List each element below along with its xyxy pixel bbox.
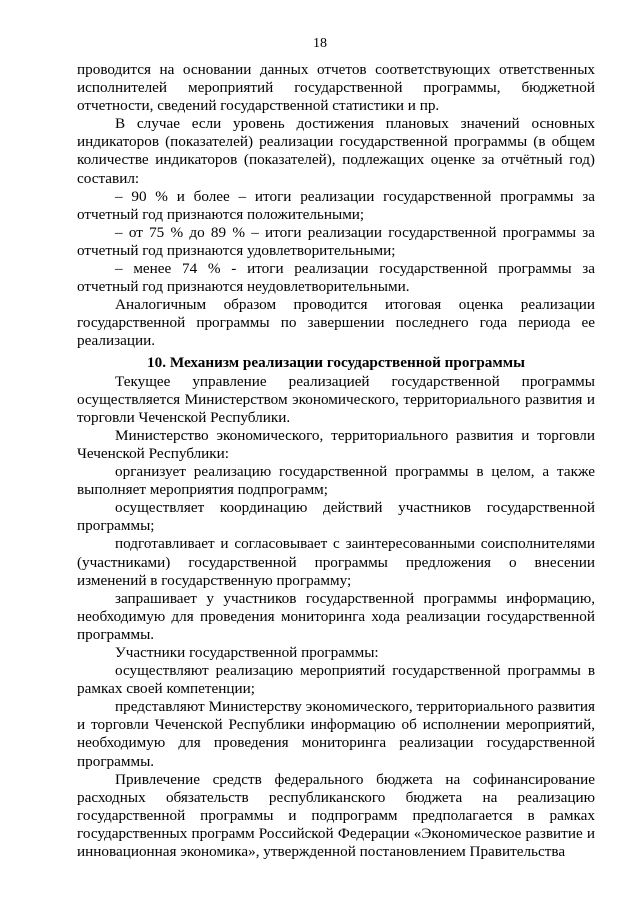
page-number: 18 <box>313 36 327 51</box>
list-item: – от 75 % до 89 % – итоги реализации государственной программы за отчетный год признаются удовлетворительными; <box>77 223 595 259</box>
paragraph: Аналогичным образом проводится итоговая оценка реализации государственной программы по завершении последнего года периода ее реализации. <box>77 296 595 350</box>
list-item: – менее 74 % - итоги реализации государственной программы за отчетный год признаются неудовлетворительными. <box>77 260 595 296</box>
list-item: – 90 % и более – итоги реализации государственной программы за отчетный год признаются положительными; <box>77 187 595 223</box>
paragraph: Привлечение средств федерального бюджета на софинансирование расходных обязательств республиканского бюджета на реализацию государственной программы и подпрограмм предполагается в рамках государственных программ Российской Федерации «Экономическое развитие и инновационная экономика», утвержденной постановлением Правительства <box>77 770 595 861</box>
section-heading: 10. Механизм реализации государственной программы <box>147 353 525 371</box>
paragraph: Текущее управление реализацией государственной программы осуществляется Министерством экономического, территориального развития и торговли Чеченской Республики. <box>77 372 595 426</box>
paragraph: В случае если уровень достижения плановых значений основных индикаторов (показателей) реализации государственной программы (в общем количестве индикаторов (показателей), подлежащих оценке за отчётный год) составил: <box>77 115 595 187</box>
paragraph: проводится на основании данных отчетов соответствующих ответственных исполнителей мероприятий государственной программы, бюджетной отчетности, сведений государственной статистики и пр. <box>77 61 595 115</box>
list-item: подготавливает и согласовывает с заинтересованными соисполнителями (участниками) государственной программы предложения о внесении изменений в государственную программу; <box>77 535 595 589</box>
list-item: представляют Министерству экономического, территориального развития и торговли Чеченской Республики информацию об исполнении мероприятий, необходимую для проведения мониторинга реализации государственной программы. <box>77 698 595 770</box>
list-item: запрашивает у участников государственной программы информацию, необходимую для проведения мониторинга хода реализации государственной программы. <box>77 589 595 643</box>
paragraph: Участники государственной программы: <box>115 644 379 661</box>
document-body <box>77 61 595 861</box>
list-item: осуществляет координацию действий участников государственной программы; <box>77 499 595 535</box>
list-item: осуществляют реализацию мероприятий государственной программы в рамках своей компетенции; <box>77 662 595 698</box>
list-item: организует реализацию государственной программы в целом, а также выполняет мероприятия подпрограмм; <box>77 463 595 499</box>
paragraph: Министерство экономического, территориального развития и торговли Чеченской Республики: <box>77 426 595 462</box>
